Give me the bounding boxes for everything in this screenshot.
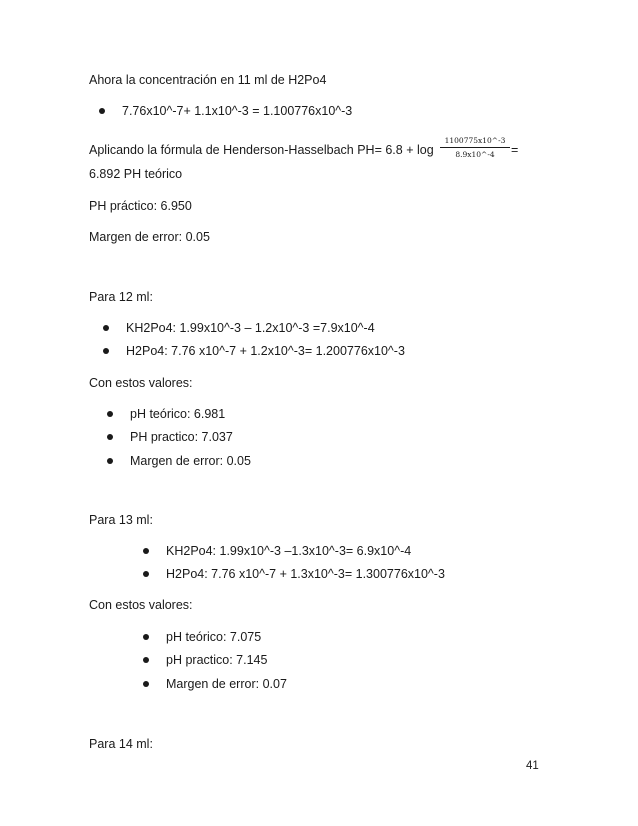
list-item-text: KH2Po4: 1.99x10^-3 –1.3x10^-3= 6.9x10^-4 [166, 544, 412, 558]
section-heading-13ml: Para 13 ml: [89, 513, 153, 527]
formula-text: Aplicando la fórmula de Henderson-Hasselbach PH= 6.8 + log [89, 143, 434, 157]
list-item-text: Margen de error: 0.07 [166, 677, 287, 691]
list-item [130, 453, 251, 469]
list-item [166, 566, 445, 582]
values-heading-12ml: Con estos valores: [89, 376, 193, 390]
bullet-icon [143, 681, 149, 687]
list-item-text: H2Po4: 7.76 x10^-7 + 1.2x10^-3= 1.200776x10^-3 [126, 344, 405, 358]
list-item-text: PH practico: 7.037 [130, 430, 233, 444]
list-item [166, 676, 287, 692]
list-item-text: pH teórico: 7.075 [166, 630, 262, 644]
bullet-icon [103, 348, 109, 354]
list-item [126, 320, 375, 336]
fraction-denominator: 8.9x10^-4 [455, 150, 495, 159]
concentration-heading: Ahora la concentración en 11 ml de H2Po4 [89, 73, 327, 87]
list-item [122, 103, 352, 119]
bullet-icon [107, 458, 113, 464]
bullet-icon [107, 411, 113, 417]
bullet-icon [107, 434, 113, 440]
section-heading-14ml: Para 14 ml: [89, 737, 153, 751]
list-item-text: pH practico: 7.145 [166, 653, 268, 667]
page-number: 41 [526, 760, 539, 772]
margen-error-result: Margen de error: 0.05 [89, 230, 210, 244]
fraction-bar [440, 147, 510, 148]
bullet-icon [143, 634, 149, 640]
list-item [130, 406, 225, 422]
equals-sign: = [511, 143, 519, 157]
bullet-icon [143, 571, 149, 577]
list-item [126, 343, 405, 359]
list-item [166, 543, 411, 559]
section-heading-12ml: Para 12 ml: [89, 290, 153, 304]
bullet-icon [103, 325, 109, 331]
bullet-icon [143, 657, 149, 663]
log-fraction [440, 136, 510, 160]
list-item-text: KH2Po4: 1.99x10^-3 – 1.2x10^-3 =7.9x10^-4 [126, 321, 375, 335]
list-item [166, 652, 267, 668]
bullet-icon [143, 548, 149, 554]
list-item [130, 429, 233, 445]
ph-practico-result: PH práctico: 6.950 [89, 199, 192, 213]
ph-teorico-result: 6.892 PH teórico [89, 167, 183, 181]
list-item [166, 629, 261, 645]
values-heading-13ml: Con estos valores: [89, 598, 193, 612]
list-item-text: 7.76x10^-7+ 1.1x10^-3 = 1.100776x10^-3 [122, 104, 353, 118]
list-item-text: H2Po4: 7.76 x10^-7 + 1.3x10^-3= 1.300776x10^-3 [166, 567, 445, 581]
fraction-numerator: 1100775x10^-3 [444, 136, 506, 145]
list-item-text: Margen de error: 0.05 [130, 454, 251, 468]
bullet-icon [99, 108, 105, 114]
list-item-text: pH teórico: 6.981 [130, 407, 226, 421]
